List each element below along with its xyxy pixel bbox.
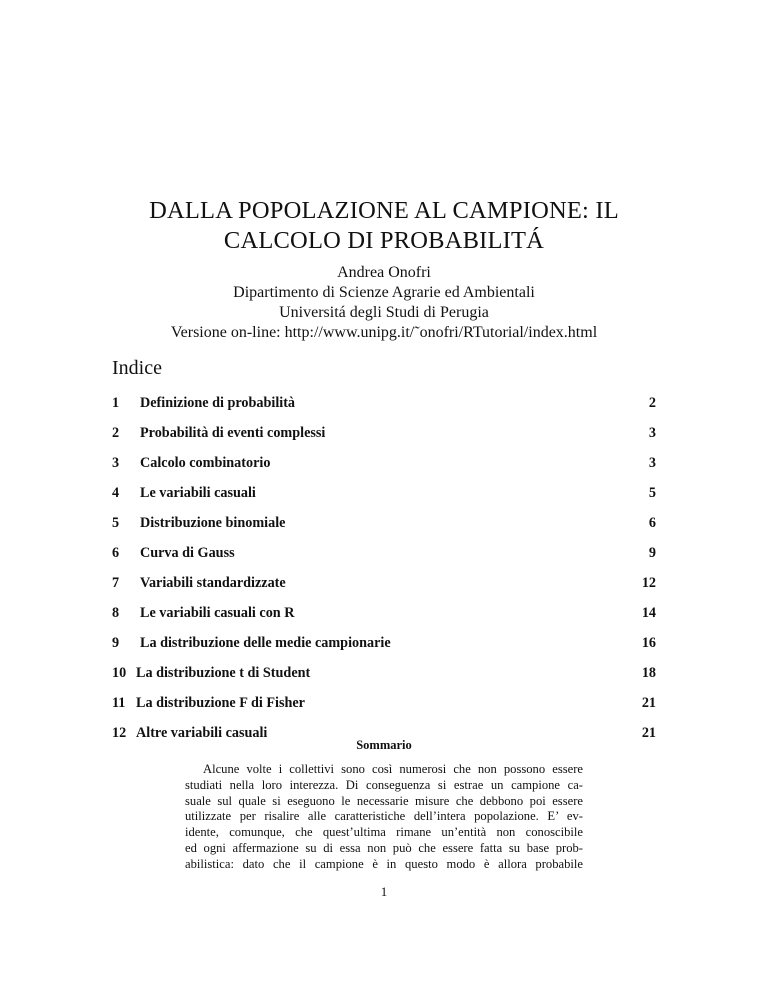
toc-entry-title: La distribuzione t di Student	[136, 665, 311, 681]
toc-entry-title: Curva di Gauss	[140, 545, 235, 561]
toc-heading: Indice	[112, 357, 162, 379]
toc-entry-number: 9	[112, 635, 120, 651]
toc-entry[interactable]	[112, 574, 656, 604]
abstract-line: abilistica: dato che il campione è in questo modo è allora probabile	[185, 856, 583, 871]
toc-entry-title: Le variabili casuali con R	[140, 605, 295, 621]
abstract-line: ed ogni affermazione su di essa non può che essere fatta su base prob-	[185, 840, 583, 855]
paper-title	[84, 196, 684, 256]
toc-entry-page: 18	[641, 665, 656, 681]
toc-entry-page: 16	[641, 635, 656, 651]
toc-entry-title: Probabilità di eventi complessi	[140, 425, 326, 441]
toc-entry-title: Calcolo combinatorio	[140, 455, 271, 471]
toc-entry-title: Definizione di probabilità	[140, 395, 296, 411]
toc-entry-title: Variabili standardizzate	[140, 575, 286, 591]
toc-entry[interactable]	[112, 484, 656, 514]
abstract-text	[185, 762, 583, 873]
toc-entry-title: La distribuzione F di Fisher	[136, 695, 305, 711]
abstract-line: suale sul quale si eseguono le necessarie misure che debbono poi essere	[185, 793, 583, 808]
toc-entry-page: 5	[648, 485, 656, 501]
toc-entry[interactable]	[112, 544, 656, 574]
title-line-2: CALCOLO DI PROBABILITÁ	[223, 227, 545, 254]
toc-entry[interactable]	[112, 514, 656, 544]
toc-entry[interactable]	[112, 454, 656, 484]
toc-entry-number: 7	[112, 575, 120, 591]
toc-entry-number: 11	[112, 695, 126, 711]
abstract-line: utilizzate per risalire alle caratteristiche dell’intera popolazione. E’ ev-	[185, 809, 583, 824]
toc-entry[interactable]	[112, 694, 656, 724]
university: Universitá degli Studi di Perugia	[279, 304, 489, 321]
toc-entry-number: 12	[112, 725, 127, 741]
abstract-line: idente, comunque, che quest’ultima rimane un’entità non conoscibile	[185, 825, 583, 840]
toc-entry-number: 6	[112, 545, 120, 561]
author-block	[84, 263, 684, 343]
toc-entry-page: 9	[648, 545, 656, 561]
toc-entry[interactable]	[112, 604, 656, 634]
department: Dipartimento di Scienze Agrarie ed Ambientali	[233, 284, 535, 301]
abstract-line: Alcune volte i collettivi sono così numerosi che non possono essere	[203, 762, 583, 776]
page-number: 1	[380, 884, 388, 899]
toc-entry[interactable]	[112, 424, 656, 454]
toc-entry-number: 3	[112, 455, 120, 471]
abstract-line: studiati nella loro interezza. Di conseguenza si estrae un campione ca-	[185, 777, 583, 792]
toc-entry-number: 10	[112, 665, 127, 681]
toc-entry-title: La distribuzione delle medie campionarie	[140, 635, 391, 651]
toc-entry-title: Altre variabili casuali	[136, 725, 268, 741]
toc-entry-number: 2	[112, 425, 120, 441]
toc-entry-page: 3	[648, 455, 656, 471]
toc-entry-page: 12	[641, 575, 656, 591]
table-of-contents	[112, 394, 656, 754]
toc-entry-page: 21	[641, 725, 656, 741]
toc-entry-title: Distribuzione binomiale	[140, 515, 286, 531]
toc-entry-page: 14	[641, 605, 656, 621]
toc-entry[interactable]	[112, 394, 656, 424]
toc-entry-title: Le variabili casuali	[140, 485, 256, 501]
toc-entry-number: 1	[112, 395, 120, 411]
title-line-1: DALLA POPOLAZIONE AL CAMPIONE: IL	[149, 197, 619, 224]
abstract-heading: Sommario	[356, 738, 412, 752]
toc-entry-page: 2	[648, 395, 656, 411]
toc-entry-page: 6	[648, 515, 656, 531]
toc-entry[interactable]	[112, 664, 656, 694]
toc-entry[interactable]	[112, 634, 656, 664]
toc-entry-page: 3	[648, 425, 656, 441]
online-version: Versione on-line: http://www.unipg.it/˜onofri/RTutorial/index.html	[170, 324, 598, 341]
author-name: Andrea Onofri	[337, 264, 431, 281]
toc-entry-number: 5	[112, 515, 120, 531]
toc-entry-page: 21	[641, 695, 656, 711]
toc-entry-number: 8	[112, 605, 120, 621]
toc-entry-number: 4	[112, 485, 120, 501]
